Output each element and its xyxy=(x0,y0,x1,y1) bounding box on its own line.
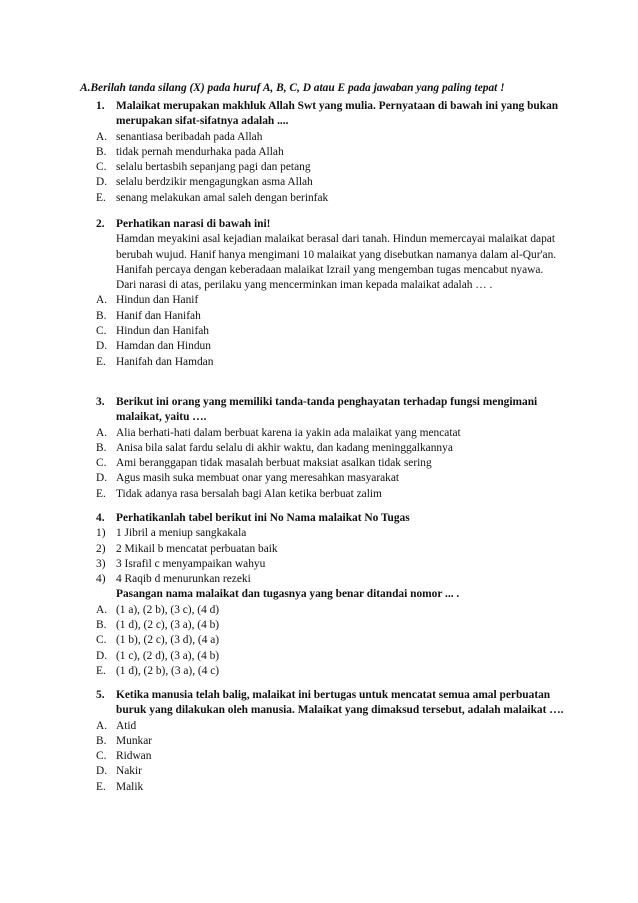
option-key: E. xyxy=(96,664,106,677)
question-1 xyxy=(96,99,566,206)
option-key: D. xyxy=(96,176,108,189)
option-key: E. xyxy=(96,780,106,793)
option-d[interactable] xyxy=(96,764,566,779)
option-text: senang melakukan amal saleh dengan berinfak xyxy=(116,191,329,204)
option-text: Agus masih suka membuat onar yang meresahkan masyarakat xyxy=(116,472,400,485)
option-text: Atid xyxy=(116,719,137,732)
option-b[interactable] xyxy=(96,734,566,749)
option-key: E. xyxy=(96,355,106,368)
question-5 xyxy=(96,688,566,795)
option-text: Nakir xyxy=(116,765,142,778)
option-key: D. xyxy=(96,649,108,662)
question-number: 3. xyxy=(96,396,105,408)
option-text: Tidak adanya rasa bersalah bagi Alan ketika berbuat zalim xyxy=(116,487,382,500)
question-text: Malaikat merupakan makhluk Allah Swt yang mulia. Pernyataan di bawah ini yang bukan merupakan sifat-sifatnya adalah .... xyxy=(116,100,559,128)
option-key: D. xyxy=(96,765,108,778)
question-stem xyxy=(96,395,566,426)
option-c[interactable] xyxy=(96,749,566,764)
option-key: A. xyxy=(96,603,108,616)
table-row xyxy=(96,542,566,557)
option-a[interactable] xyxy=(96,426,566,441)
option-text: selalu berdzikir mengagungkan asma Allah xyxy=(116,176,313,189)
option-text: (1 b), (2 c), (3 d), (4 a) xyxy=(116,634,220,647)
option-text: Munkar xyxy=(116,734,153,747)
option-text: Hindun dan Hanifah xyxy=(116,325,209,338)
question-stem xyxy=(96,511,566,526)
option-text: Ami beranggapan tidak masalah berbuat maksiat asalkan tidak sering xyxy=(116,457,432,470)
question-text: Perhatikan narasi di bawah ini! xyxy=(116,218,271,230)
option-a[interactable] xyxy=(96,603,566,618)
row-text: 2 Mikail b mencatat perbuatan baik xyxy=(116,542,278,555)
question-stem xyxy=(96,217,566,232)
option-key: E. xyxy=(96,191,106,204)
option-d[interactable] xyxy=(96,339,566,354)
option-key: C. xyxy=(96,161,107,174)
table-row xyxy=(96,557,566,572)
option-key: D. xyxy=(96,340,108,353)
option-text: Hanifah dan Hamdan xyxy=(116,355,214,368)
option-key: E. xyxy=(96,487,106,500)
row-key: 3) xyxy=(96,557,106,570)
question-text: Ketika manusia telah balig, malaikat ini bertugas untuk mencatat semua amal perbuatan buruk yang dilakukan oleh manusia. Malaikat yang dimaksud tersebut, adalah malaikat …. xyxy=(116,689,564,717)
option-text: (1 a), (2 b), (3 c), (4 d) xyxy=(116,603,220,616)
option-key: A. xyxy=(96,719,108,732)
question-text: Berikut ini orang yang memiliki tanda-tanda penghayatan terhadap fungsi mengimani malaikat, yaitu …. xyxy=(116,396,538,424)
option-e[interactable] xyxy=(96,191,566,206)
question-number: 5. xyxy=(96,689,105,701)
option-e[interactable] xyxy=(96,355,566,370)
option-key: C. xyxy=(96,750,107,763)
option-key: B. xyxy=(96,441,107,454)
option-d[interactable] xyxy=(96,471,566,486)
question-2 xyxy=(96,217,566,370)
narrative-text: Hamdan meyakini asal kejadian malaikat berasal dari tanah. Hindun memercayai malaikat dapat berubah wujud. Hanif hanya mengimani 10 malaikat yang disebutkan namanya dalam al-Qur'an. Hanifah percaya dengan keberadaan malaikat Izrail yang mengemban tugas mencabut nyawa. Dari narasi di atas, perilaku yang mencerminkan iman kepada malaikat adalah … . xyxy=(116,233,557,292)
row-key: 1) xyxy=(96,527,106,540)
option-key: A. xyxy=(96,130,108,143)
option-text: Alia berhati-hati dalam berbuat karena ia yakin ada malaikat yang mencatat xyxy=(116,426,461,439)
option-b[interactable] xyxy=(96,145,566,160)
question-stem xyxy=(96,99,566,130)
option-key: C. xyxy=(96,634,107,647)
option-e[interactable] xyxy=(96,487,566,502)
table-row xyxy=(96,526,566,541)
option-text: Malik xyxy=(116,780,144,793)
option-text: Hamdan dan Hindun xyxy=(116,340,211,353)
option-key: C. xyxy=(96,457,107,470)
option-c[interactable] xyxy=(96,633,566,648)
question-3 xyxy=(96,395,566,502)
option-key: B. xyxy=(96,309,107,322)
option-b[interactable] xyxy=(96,441,566,456)
option-c[interactable] xyxy=(96,160,566,175)
option-c[interactable] xyxy=(96,456,566,471)
question-number: 4. xyxy=(96,512,105,524)
option-text: (1 c), (2 d), (3 a), (4 b) xyxy=(116,649,220,662)
option-key: A. xyxy=(96,294,108,307)
question-number: 1. xyxy=(96,100,105,112)
option-d[interactable] xyxy=(96,649,566,664)
option-a[interactable] xyxy=(96,293,566,308)
table-row xyxy=(96,572,566,587)
option-a[interactable] xyxy=(96,130,566,145)
option-key: D. xyxy=(96,472,108,485)
question-4 xyxy=(96,511,566,679)
option-key: C. xyxy=(96,325,107,338)
row-text: 4 Raqib d menurunkan rezeki xyxy=(116,573,251,586)
row-text: 1 Jibril a meniup sangkakala xyxy=(116,527,247,540)
option-text: Hindun dan Hanif xyxy=(116,294,199,307)
option-text: (1 d), (2 c), (3 a), (4 b) xyxy=(116,619,220,632)
option-b[interactable] xyxy=(96,618,566,633)
option-text: Hanif dan Hanifah xyxy=(116,309,201,322)
question-text: Perhatikanlah tabel berikut ini No Nama malaikat No Tugas xyxy=(116,512,410,524)
instruction-heading: A.Berilah tanda silang (X) pada huruf A, B, C, D atau E pada jawaban yang paling tepat ! xyxy=(80,82,505,94)
option-a[interactable] xyxy=(96,719,566,734)
option-key: B. xyxy=(96,619,107,632)
option-text: Anisa bila salat fardu selalu di akhir waktu, dan kadang meninggalkannya xyxy=(116,441,453,454)
question-number: 2. xyxy=(96,218,105,230)
question-stem xyxy=(96,688,566,719)
option-text: Ridwan xyxy=(116,750,152,763)
option-text: (1 d), (2 b), (3 a), (4 c) xyxy=(116,664,220,677)
option-text: tidak pernah mendurhaka pada Allah xyxy=(116,145,284,158)
option-e[interactable] xyxy=(96,664,566,679)
row-key: 2) xyxy=(96,542,106,555)
option-text: senantiasa beribadah pada Allah xyxy=(116,130,263,143)
option-key: A. xyxy=(96,426,108,439)
option-e[interactable] xyxy=(96,780,566,795)
option-d[interactable] xyxy=(96,175,566,190)
row-key: 4) xyxy=(96,573,106,586)
option-c[interactable] xyxy=(96,324,566,339)
option-b[interactable] xyxy=(96,309,566,324)
row-text: 3 Israfil c menyampaikan wahyu xyxy=(116,557,266,570)
option-text: selalu bertasbih sepanjang pagi dan petang xyxy=(116,161,311,174)
option-key: B. xyxy=(96,145,107,158)
option-key: B. xyxy=(96,734,107,747)
question-prompt: Pasangan nama malaikat dan tugasnya yang benar ditandai nomor ... . xyxy=(116,588,460,601)
